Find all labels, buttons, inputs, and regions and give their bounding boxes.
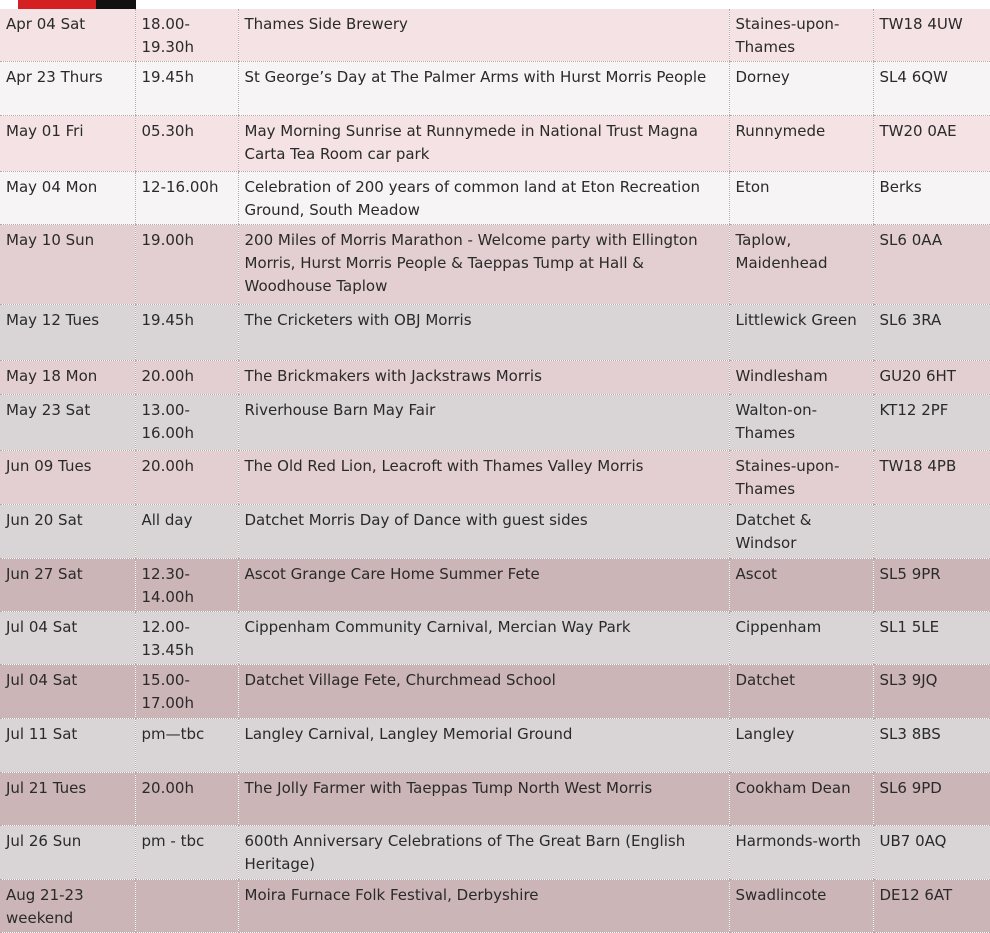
event-place: Harmonds-worth (729, 826, 873, 880)
event-title: The Cricketers with OBJ Morris (238, 305, 729, 361)
logo-red-block (18, 0, 96, 9)
event-row (0, 305, 990, 361)
event-date: Jun 27 Sat (0, 559, 135, 612)
event-title: The Brickmakers with Jackstraws Morris (238, 361, 729, 395)
event-postcode: KT12 2PF (873, 395, 990, 451)
brand-logo-bar (18, 0, 136, 9)
event-title: Datchet Morris Day of Dance with guest sides (238, 505, 729, 559)
event-date: May 01 Fri (0, 116, 135, 172)
event-row (0, 505, 990, 559)
event-date: Apr 23 Thurs (0, 62, 135, 116)
event-time: 20.00h (135, 361, 238, 395)
event-title: Cippenham Community Carnival, Mercian Way Park (238, 612, 729, 665)
event-row (0, 719, 990, 773)
event-place: Eton (729, 172, 873, 225)
event-postcode: SL6 3RA (873, 305, 990, 361)
event-place: Ascot (729, 559, 873, 612)
event-title: Celebration of 200 years of common land at Eton Recreation Ground, South Meadow (238, 172, 729, 225)
event-place: Windlesham (729, 361, 873, 395)
event-time: pm - tbc (135, 826, 238, 880)
event-row (0, 773, 990, 826)
event-date: Apr 04 Sat (0, 9, 135, 62)
event-postcode (873, 505, 990, 559)
event-postcode: SL6 9PD (873, 773, 990, 826)
event-place: Langley (729, 719, 873, 773)
event-time: 12.00-13.45h (135, 612, 238, 665)
event-row (0, 826, 990, 880)
event-postcode: SL4 6QW (873, 62, 990, 116)
event-row (0, 62, 990, 116)
event-title: St George’s Day at The Palmer Arms with Hurst Morris People (238, 62, 729, 116)
event-date: Jul 26 Sun (0, 826, 135, 880)
event-postcode: TW20 0AE (873, 116, 990, 172)
event-title: The Jolly Farmer with Taeppas Tump North West Morris (238, 773, 729, 826)
event-time: All day (135, 505, 238, 559)
event-time (135, 880, 238, 933)
event-place: Cookham Dean (729, 773, 873, 826)
event-row (0, 880, 990, 933)
event-row (0, 451, 990, 505)
event-place: Dorney (729, 62, 873, 116)
event-row (0, 361, 990, 395)
event-time: 12.30-14.00h (135, 559, 238, 612)
event-date: Jul 04 Sat (0, 665, 135, 719)
event-place: Swadlincote (729, 880, 873, 933)
event-title: Riverhouse Barn May Fair (238, 395, 729, 451)
event-postcode: SL5 9PR (873, 559, 990, 612)
event-date: Jul 04 Sat (0, 612, 135, 665)
event-date: Jul 21 Tues (0, 773, 135, 826)
event-place: Runnymede (729, 116, 873, 172)
event-row (0, 172, 990, 225)
event-row (0, 612, 990, 665)
event-postcode: TW18 4PB (873, 451, 990, 505)
event-place: Staines-upon-Thames (729, 451, 873, 505)
event-time: pm—tbc (135, 719, 238, 773)
event-title: 200 Miles of Morris Marathon - Welcome party with Ellington Morris, Hurst Morris People & Taeppas Tump at Hall & Woodhouse Taplow (238, 225, 729, 305)
event-row (0, 665, 990, 719)
event-place: Datchet (729, 665, 873, 719)
event-postcode: DE12 6AT (873, 880, 990, 933)
event-row (0, 116, 990, 172)
event-date: May 23 Sat (0, 395, 135, 451)
event-place: Littlewick Green (729, 305, 873, 361)
event-row (0, 9, 990, 62)
event-postcode: TW18 4UW (873, 9, 990, 62)
event-row (0, 559, 990, 612)
event-place: Taplow, Maidenhead (729, 225, 873, 305)
event-title: The Old Red Lion, Leacroft with Thames Valley Morris (238, 451, 729, 505)
event-time: 12-16.00h (135, 172, 238, 225)
event-place: Staines-upon-Thames (729, 9, 873, 62)
events-table-body (0, 9, 990, 933)
event-title: Langley Carnival, Langley Memorial Ground (238, 719, 729, 773)
event-postcode: SL3 8BS (873, 719, 990, 773)
event-date: May 18 Mon (0, 361, 135, 395)
event-postcode: Berks (873, 172, 990, 225)
event-place: Cippenham (729, 612, 873, 665)
event-date: May 12 Tues (0, 305, 135, 361)
event-row (0, 225, 990, 305)
event-postcode: UB7 0AQ (873, 826, 990, 880)
event-time: 20.00h (135, 773, 238, 826)
event-title: Datchet Village Fete, Churchmead School (238, 665, 729, 719)
event-title: May Morning Sunrise at Runnymede in National Trust Magna Carta Tea Room car park (238, 116, 729, 172)
event-title: Ascot Grange Care Home Summer Fete (238, 559, 729, 612)
event-time: 15.00-17.00h (135, 665, 238, 719)
event-date: Jun 20 Sat (0, 505, 135, 559)
event-date: May 10 Sun (0, 225, 135, 305)
event-postcode: GU20 6HT (873, 361, 990, 395)
event-time: 05.30h (135, 116, 238, 172)
event-row (0, 395, 990, 451)
event-date: Aug 21-23 weekend (0, 880, 135, 933)
event-postcode: SL6 0AA (873, 225, 990, 305)
events-table (0, 9, 990, 933)
event-time: 13.00-16.00h (135, 395, 238, 451)
event-time: 19.00h (135, 225, 238, 305)
event-date: Jul 11 Sat (0, 719, 135, 773)
event-title: Thames Side Brewery (238, 9, 729, 62)
event-time: 18.00-19.30h (135, 9, 238, 62)
event-postcode: SL3 9JQ (873, 665, 990, 719)
event-date: Jun 09 Tues (0, 451, 135, 505)
logo-black-block (96, 0, 136, 9)
event-postcode: SL1 5LE (873, 612, 990, 665)
event-date: May 04 Mon (0, 172, 135, 225)
event-title: Moira Furnace Folk Festival, Derbyshire (238, 880, 729, 933)
event-place: Walton-on-Thames (729, 395, 873, 451)
event-title: 600th Anniversary Celebrations of The Great Barn (English Heritage) (238, 826, 729, 880)
event-place: Datchet & Windsor (729, 505, 873, 559)
event-time: 19.45h (135, 305, 238, 361)
event-time: 20.00h (135, 451, 238, 505)
event-time: 19.45h (135, 62, 238, 116)
